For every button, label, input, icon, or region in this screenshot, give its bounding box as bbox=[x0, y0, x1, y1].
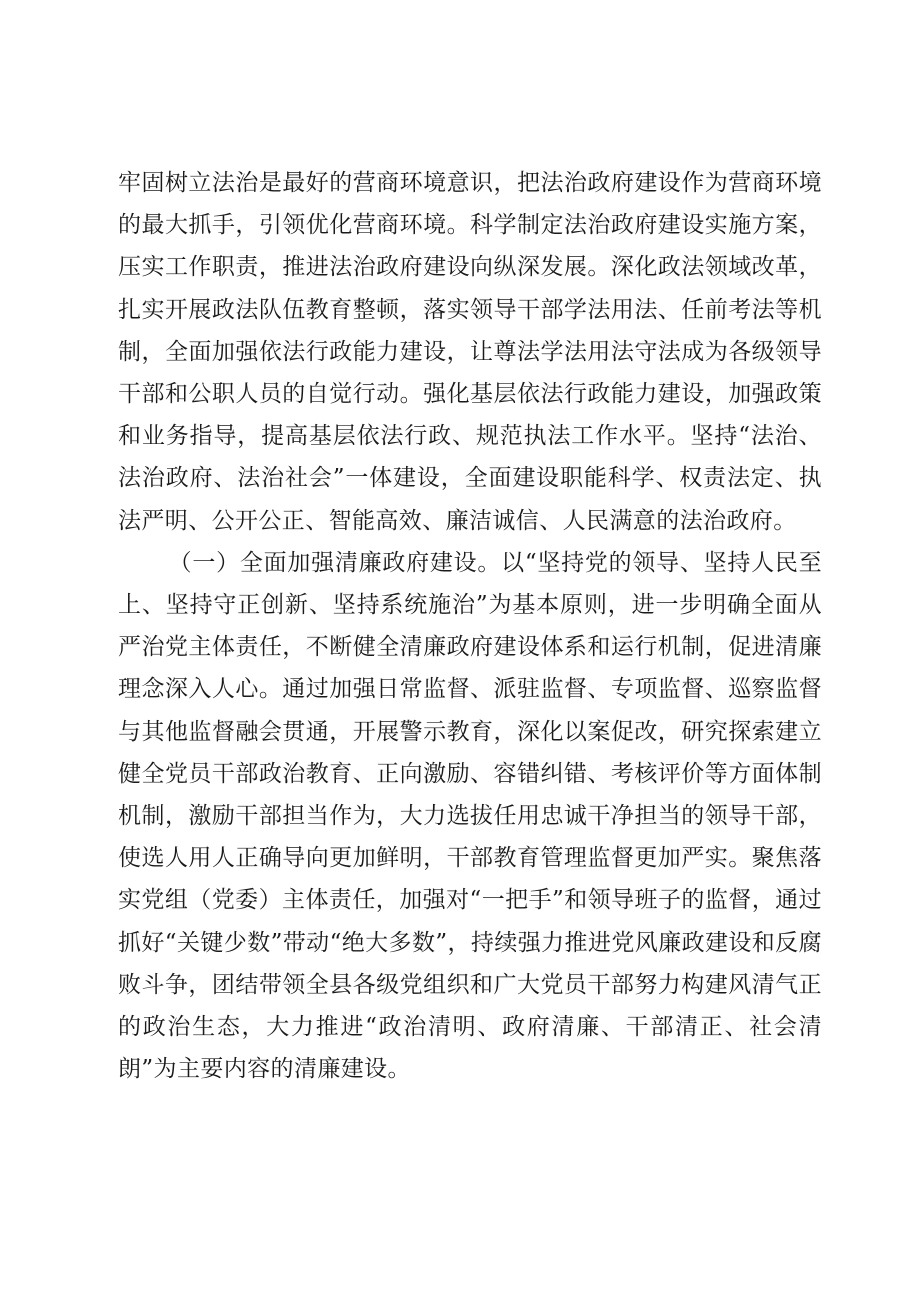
section-one-paragraph: （一）全面加强清廉政府建设。以“坚持党的领导、坚持人民至上、坚持守正创新、坚持系统施治”为基本原则，进一步明确全面从严治党主体责任，不断健全清廉政府建设体系和运行机制，促进清廉理念深入人心。通过加强日常监督、派驻监督、专项监督、巡察监督与其他监督融会贯通，开展警示教育，深化以案促改，研究探索建立健全党员干部政治教育、正向激励、容错纠错、考核评价等方面体制机制，激励干部担当作为，大力选拔任用忠诚干净担当的领导干部，使选人用人正确导向更加鲜明，干部教育管理监督更加严实。聚焦落实党组（党委）主体责任，加强对“一把手”和领导班子的监督，通过抓好“关键少数”带动“绝大多数”，持续强力推进党风廉政建设和反腐败斗争，团结带领全县各级党组织和广大党员干部努力构建风清气正的政治生态，大力推进“政治清明、政府清廉、干部清正、社会清朗”为主要内容的清廉建设。 bbox=[118, 549, 822, 1083]
document-body bbox=[118, 162, 822, 1090]
continued-paragraph: 牢固树立法治是最好的营商环境意识，把法治政府建设作为营商环境的最大抓手，引领优化营商环境。科学制定法治政府建设实施方案，压实工作职责，推进法治政府建设向纵深发展。深化政法领域改革，扎实开展政法队伍教育整顿，落实领导干部学法用法、任前考法等机制，全面加强依法行政能力建设，让尊法学法用法守法成为各级领导干部和公职人员的自觉行动。强化基层依法行政能力建设，加强政策和业务指导，提高基层依法行政、规范执法工作水平。坚持“法治、法治政府、法治社会”一体建设，全面建设职能科学、权责法定、执法严明、公开公正、智能高效、廉洁诚信、人民满意的法治政府。 bbox=[118, 170, 822, 534]
